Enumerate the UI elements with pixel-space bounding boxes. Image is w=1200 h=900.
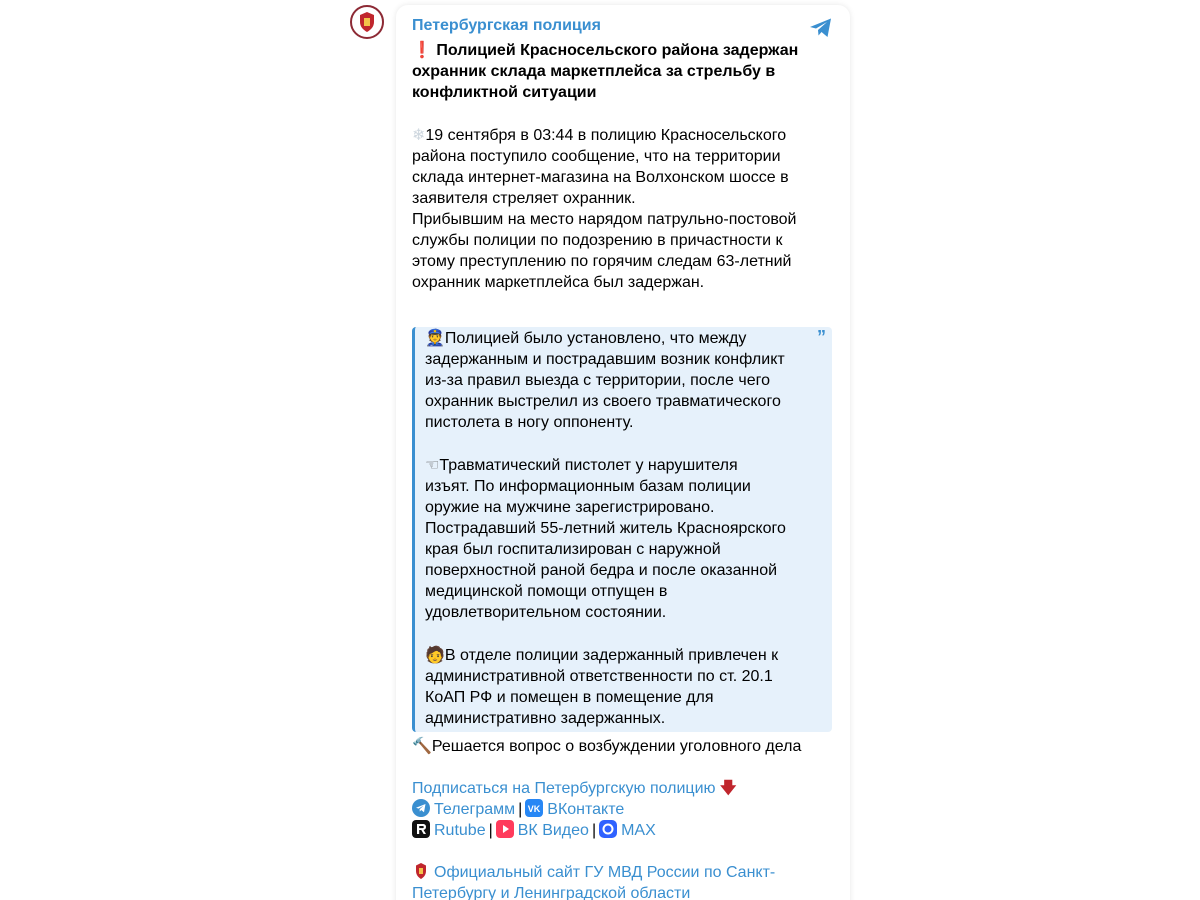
police-officer-icon: 👮 <box>425 328 445 347</box>
telegram-icon <box>412 799 430 817</box>
person-icon: 🧑 <box>425 645 445 664</box>
svg-text:VK: VK <box>528 804 541 814</box>
quote-line: медицинской помощи отпущен в <box>425 583 668 600</box>
quote-line: 👮Полицией было установлено, что между <box>425 328 747 347</box>
quote-line: пистолета в ногу оппоненту. <box>425 414 634 431</box>
telegram-link[interactable]: Телеграмм <box>434 801 516 818</box>
message-bubble <box>396 5 850 900</box>
detention-line: Прибывшим на место нарядом патрульно-постовой <box>412 211 797 228</box>
quote-line: поверхностной раной бедра и после оказанной <box>425 562 778 579</box>
quote-line: административно задержанных. <box>425 710 666 727</box>
quote-line: удовлетворительном состоянии. <box>425 604 667 621</box>
intro-line: склада интернет-магазина на Волхонском шоссе в <box>412 169 789 186</box>
quote-line: задержанным и пострадавшим возник конфликт <box>425 351 785 368</box>
quote-line: 🧑В отделе полиции задержанный привлечен к <box>425 645 779 664</box>
official-site-line <box>412 862 836 900</box>
snowflake-icon: ❄ <box>412 125 426 144</box>
exclamation-icon: ❗ <box>412 40 432 59</box>
quote-line: охранник выстрелил из своего травматического <box>425 393 781 410</box>
detention-line: службы полиции по подозрению в причастности к <box>412 232 783 249</box>
links-row-video <box>412 820 836 841</box>
intro-line: заявителя стреляет охранник. <box>412 190 636 207</box>
separator: | <box>591 822 597 839</box>
arrow-down-icon: 🡇 <box>719 780 737 797</box>
vk-video-link[interactable]: ВК Видео <box>517 822 589 839</box>
vk-link[interactable]: ВКонтакте <box>547 801 625 818</box>
intro-line: района поступило сообщение, что на территории <box>412 148 781 165</box>
police-emblem-icon <box>355 10 379 34</box>
closing-line: 🔨Решается вопрос о возбуждении уголовного дела <box>412 736 802 755</box>
quote-paragraph <box>425 454 802 623</box>
vk-icon <box>525 799 543 817</box>
max-link[interactable]: MAX <box>621 822 656 839</box>
detention-line: охранник маркетплейса был задержан. <box>412 274 705 291</box>
headline-text: Полицией Красносельского района задержан охранник склада маркетплейса за стрельбу в конфликтной ситуации <box>412 42 799 101</box>
pointing-hand-icon: ☜ <box>425 455 440 474</box>
channel-avatar[interactable] <box>350 5 384 39</box>
quote-line: административной ответственности по ст. 20.1 <box>425 668 773 685</box>
official-site-link[interactable]: Официальный сайт ГУ МВД России по Санкт- <box>434 864 776 881</box>
rutube-link[interactable]: Rutube <box>434 822 486 839</box>
hammer-icon: 🔨 <box>412 736 432 755</box>
quote-line: из-за правил выезда с территории, после чего <box>425 372 770 389</box>
max-icon <box>599 820 617 838</box>
channel-name[interactable]: Петербургская полиция <box>412 17 601 34</box>
official-site-link[interactable]: Петербургу и Ленинградской области <box>412 885 691 900</box>
emblem-icon <box>412 862 430 880</box>
quote-line: оружие на мужчине зарегистрировано. <box>425 499 715 516</box>
separator: | <box>518 801 523 818</box>
detention-line: этому преступлению по горячим следам 63-летний <box>412 253 792 270</box>
quote-line: Пострадавший 55-летний житель Красноярского <box>425 520 786 537</box>
quote-line: изъят. По информационным базам полиции <box>425 478 751 495</box>
message-content <box>412 17 836 900</box>
quote-line: края был госпитализирован с наружной <box>425 541 721 558</box>
blockquote <box>412 327 832 732</box>
vk-video-icon <box>496 820 514 838</box>
links-row-social <box>412 799 836 820</box>
quote-paragraph <box>425 644 802 729</box>
rutube-icon <box>412 820 430 838</box>
intro-paragraph <box>412 124 836 293</box>
quote-icon: ” <box>817 327 826 347</box>
subscribe-line <box>412 778 836 799</box>
intro-line: ❄19 сентября в 03:44 в полицию Красносельского <box>412 125 787 144</box>
post-headline <box>412 39 836 103</box>
subscribe-link[interactable]: Подписаться на Петербургскую полицию <box>412 780 716 797</box>
quote-paragraph <box>425 327 802 433</box>
separator: | <box>488 822 493 839</box>
quote-line: КоАП РФ и помещен в помещение для <box>425 689 714 706</box>
quote-line: ☜Травматический пистолет у нарушителя <box>425 455 738 474</box>
